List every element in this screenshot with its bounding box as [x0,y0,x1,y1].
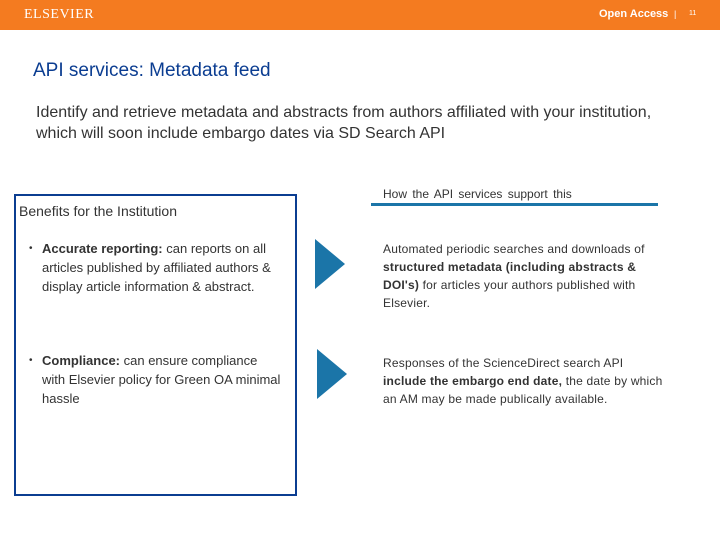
benefit-item-text: can reports on all articles published by affiliated authors & display article information & abstract. [42,241,271,294]
support-title: How the API services support this [383,187,572,201]
benefit-item-text: can ensure compliance with Elsevier policy for Green OA minimal hassle [42,353,281,406]
benefit-item-label: Compliance: [42,353,121,368]
header-separator: | [674,9,677,19]
support-item-highlight: structured metadata (including abstracts & DOI's) [383,260,637,292]
support-item-text: for articles your authors published with Elsevier. [383,278,636,310]
top-bar [0,0,720,30]
support-divider [371,203,658,206]
support-item-highlight: include the embargo end date, [383,374,563,388]
intro-text: Identify and retrieve metadata and abstracts from authors affiliated with your institution, which will soon include embargo dates via SD Search API [36,104,652,142]
chevron-right-icon [315,239,345,289]
benefit-item-compliance [42,351,282,408]
benefit-item-label: Accurate reporting: [42,241,163,256]
support-item-text: the date by which an AM may be made publically available. [383,374,663,406]
bullet-marker: • [29,243,33,254]
support-item-automated-searches [383,240,668,312]
benefits-title: Benefits for the Institution [19,203,177,219]
support-item-text: Automated periodic searches and downloads of [383,242,645,256]
bullet-marker: • [29,355,33,366]
support-item-text: Responses of the ScienceDirect search API [383,356,624,370]
open-access-link[interactable]: Open Access [599,8,669,20]
support-item-embargo-dates [383,354,668,408]
benefit-item-accurate-reporting [42,239,282,296]
page-number: 11 [689,10,697,17]
slide-title: API services: Metadata feed [33,60,271,81]
elsevier-logo: ELSEVIER [24,7,95,22]
chevron-right-icon [317,349,347,399]
